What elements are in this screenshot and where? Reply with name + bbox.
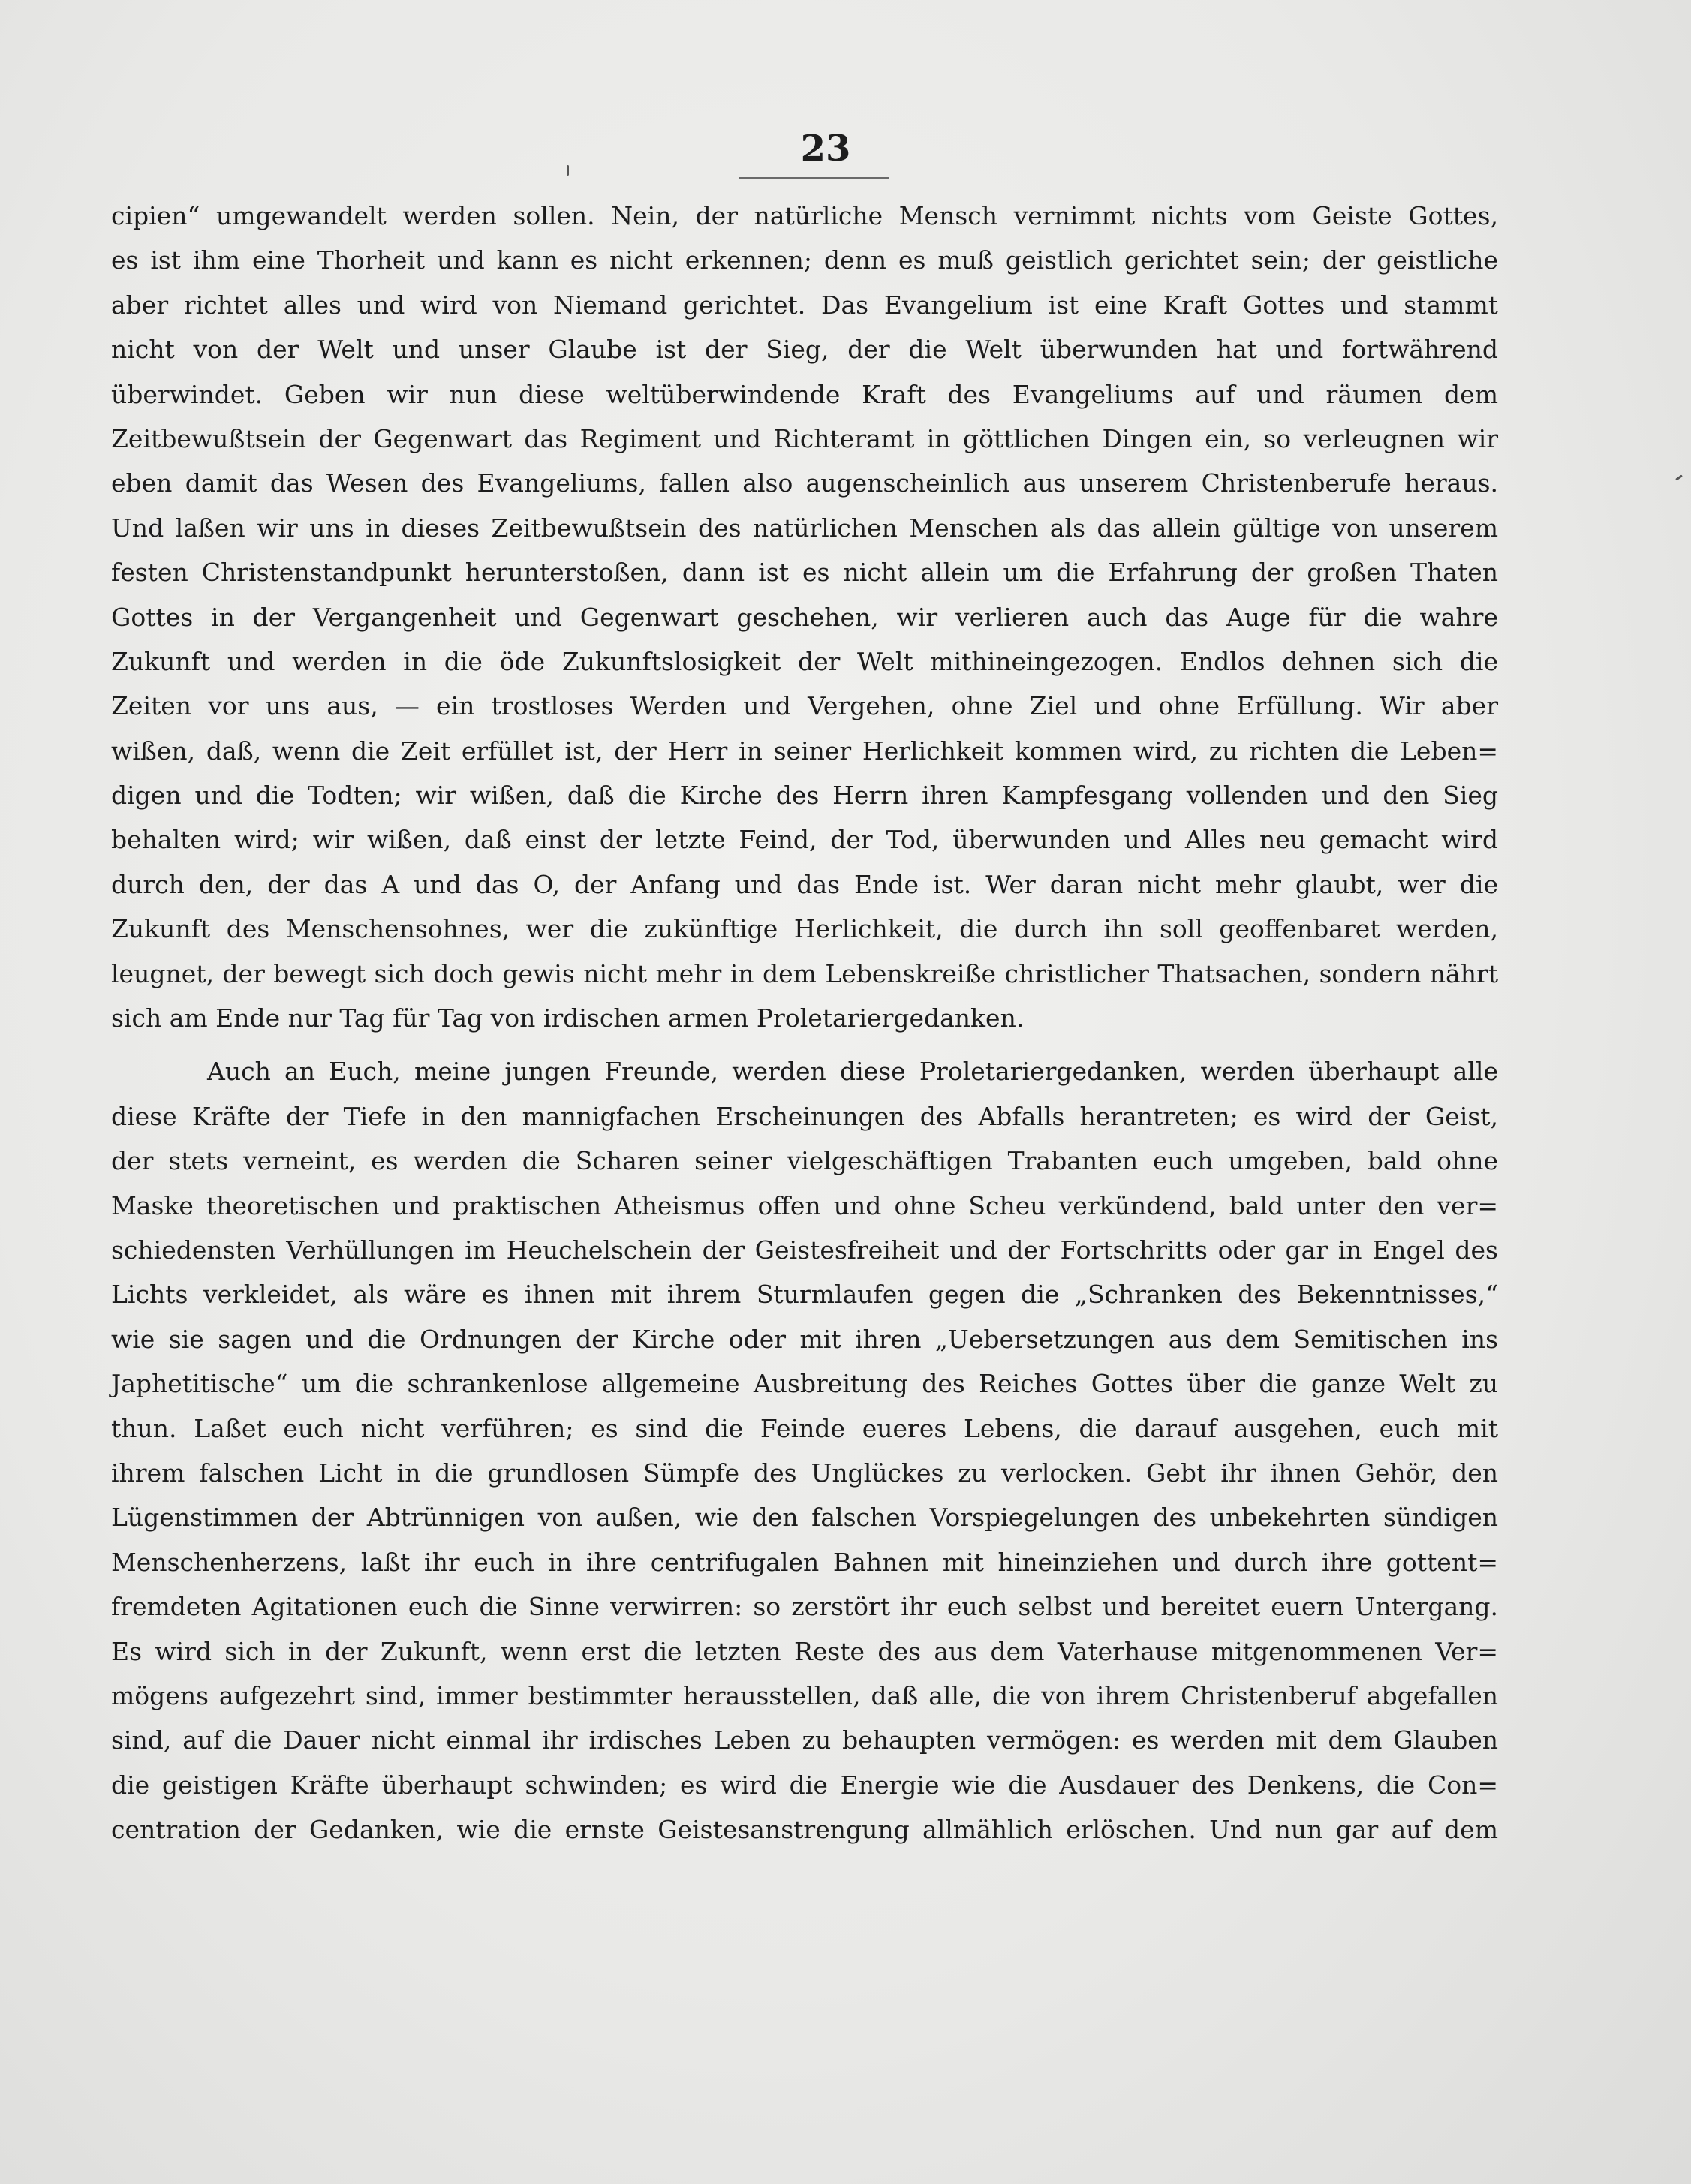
paragraph-gap <box>111 1040 1498 1049</box>
text-line: diese Kräfte der Tiefe in den mannigfachen Erscheinungen des Abfalls herantreten; es wird der Geist, <box>111 1101 1498 1131</box>
text-line: nicht von der Welt und unser Glaube ist der Sieg, der die Welt überwunden hat und fortwährend <box>111 335 1498 365</box>
text-line: behalten wird; wir wißen, daß einst der letzte Feind, der Tod, überwunden und Alles neu gemacht wird <box>111 825 1498 855</box>
text-line: wie sie sagen und die Ordnungen der Kirche oder mit ihren „Uebersetzungen aus dem Semitischen ins <box>111 1324 1498 1354</box>
scan-speck <box>1675 474 1683 480</box>
text-line: Auch an Euch, meine jungen Freunde, werden diese Proletariergedanken, werden überhaupt alle <box>207 1057 1498 1087</box>
text-line: Japhetitische“ um die schrankenlose allgemeine Ausbreitung des Reiches Gottes über die ganze Welt zu <box>111 1369 1498 1399</box>
text-line: Zeitbewußtsein der Gegenwart das Regiment und Richteramt in göttlichen Dingen ein, so verleugnen wir <box>111 423 1498 453</box>
text-line: schiedensten Verhüllungen im Heuchelschein der Geistesfreiheit und der Fortschritts oder gar in Engel des <box>111 1235 1498 1265</box>
text-line: aber richtet alles und wird von Niemand gerichtet. Das Evangelium ist eine Kraft Gottes und stammt <box>111 290 1498 320</box>
text-line: die geistigen Kräfte überhaupt schwinden; es wird die Energie wie die Ausdauer des Denkens, die Con= <box>111 1770 1498 1800</box>
text-line: wißen, daß, wenn die Zeit erfüllet ist, der Herr in seiner Herlichkeit kommen wird, zu richten die Leben= <box>111 736 1498 766</box>
text-line: der stets verneint, es werden die Scharen seiner vielgeschäftigen Trabanten euch umgeben, bald ohne <box>111 1146 1498 1176</box>
text-line: Zukunft des Menschensohnes, wer die zukünftige Herlichkeit, die durch ihn soll geoffenbaret werden, <box>111 914 1498 944</box>
text-line: centration der Gedanken, wie die ernste Geistesanstrengung allmählich erlöschen. Und nun gar auf dem <box>111 1815 1498 1845</box>
body-text <box>111 194 1498 1852</box>
paragraph <box>111 1049 1498 1852</box>
text-line: digen und die Todten; wir wißen, daß die Kirche des Herrn ihren Kampfesgang vollenden und den Sieg <box>111 781 1498 811</box>
text-line: durch den, der das A und das O, der Anfang und das Ende ist. Wer daran nicht mehr glaubt, wer die <box>111 869 1498 899</box>
text-line: Zukunft und werden in die öde Zukunftslosigkeit der Welt mithineingezogen. Endlos dehnen sich die <box>111 646 1498 676</box>
text-line: Lügenstimmen der Abtrünnigen von außen, wie den falschen Vorspiegelungen des unbekehrten sündigen <box>111 1503 1498 1533</box>
text-line: cipien“ umgewandelt werden sollen. Nein, der natürliche Mensch vernimmt nichts vom Geiste Gottes, <box>111 201 1498 230</box>
text-line: sind, auf die Dauer nicht einmal ihr irdisches Leben zu behaupten vermögen: es werden mit dem Glauben <box>111 1725 1498 1755</box>
text-line: festen Christenstandpunkt herunterstoßen, dann ist es nicht allein um die Erfahrung der großen Thaten <box>111 558 1498 588</box>
paragraph <box>111 194 1498 1040</box>
text-line: überwindet. Geben wir nun diese weltüberwindende Kraft des Evangeliums auf und räumen dem <box>111 379 1498 409</box>
text-line: es ist ihm eine Thorheit und kann es nicht erkennen; denn es muß geistlich gerichtet sein; der geistliche <box>111 245 1498 275</box>
text-line: eben damit das Wesen des Evangeliums, fallen also augenscheinlich aus unserem Christenberufe heraus. <box>111 468 1498 498</box>
text-line: Es wird sich in der Zukunft, wenn erst die letzten Reste des aus dem Vaterhause mitgenommenen Ver= <box>111 1636 1498 1666</box>
page-number: 23 <box>800 128 851 170</box>
text-line: Und laßen wir uns in dieses Zeitbewußtsein des natürlichen Menschen als das allein gültige von unserem <box>111 513 1498 543</box>
text-line: fremdeten Agitationen euch die Sinne verwirren: so zerstört ihr euch selbst und bereitet euern Untergang. <box>111 1592 1498 1622</box>
text-line: Menschenherzens, laßt ihr euch in ihre centrifugalen Bahnen mit hineinziehen und durch ihre gottent= <box>111 1547 1498 1577</box>
text-line: Zeiten vor uns aus, — ein trostloses Werden und Vergehen, ohne Ziel und ohne Erfüllung. Wir aber <box>111 691 1498 721</box>
page-number-rule <box>739 177 889 179</box>
scan-speck <box>567 165 569 176</box>
text-line: leugnet, der bewegt sich doch gewis nicht mehr in dem Lebenskreiße christlicher Thatsachen, sondern nährt <box>111 958 1498 988</box>
text-line: Maske theoretischen und praktischen Atheismus offen und ohne Scheu verkündend, bald unter den ver= <box>111 1190 1498 1220</box>
text-line: Lichts verkleidet, als wäre es ihnen mit ihrem Sturmlaufen gegen die „Schranken des Bekenntnisses,“ <box>111 1280 1498 1310</box>
text-line: thun. Laßet euch nicht verführen; es sind die Feinde eueres Lebens, die darauf ausgehen, euch mit <box>111 1413 1498 1443</box>
text-line: mögens aufgezehrt sind, immer bestimmter herausstellen, daß alle, die von ihrem Christenberuf abgefallen <box>111 1680 1498 1710</box>
text-line: Gottes in der Vergangenheit und Gegenwart geschehen, wir verlieren auch das Auge für die wahre <box>111 602 1498 632</box>
text-line: ihrem falschen Licht in die grundlosen Sümpfe des Unglückes zu verlocken. Gebt ihr ihnen Gehör, den <box>111 1458 1498 1488</box>
text-line: sich am Ende nur Tag für Tag von irdischen armen Proletariergedanken. <box>111 1003 1025 1033</box>
